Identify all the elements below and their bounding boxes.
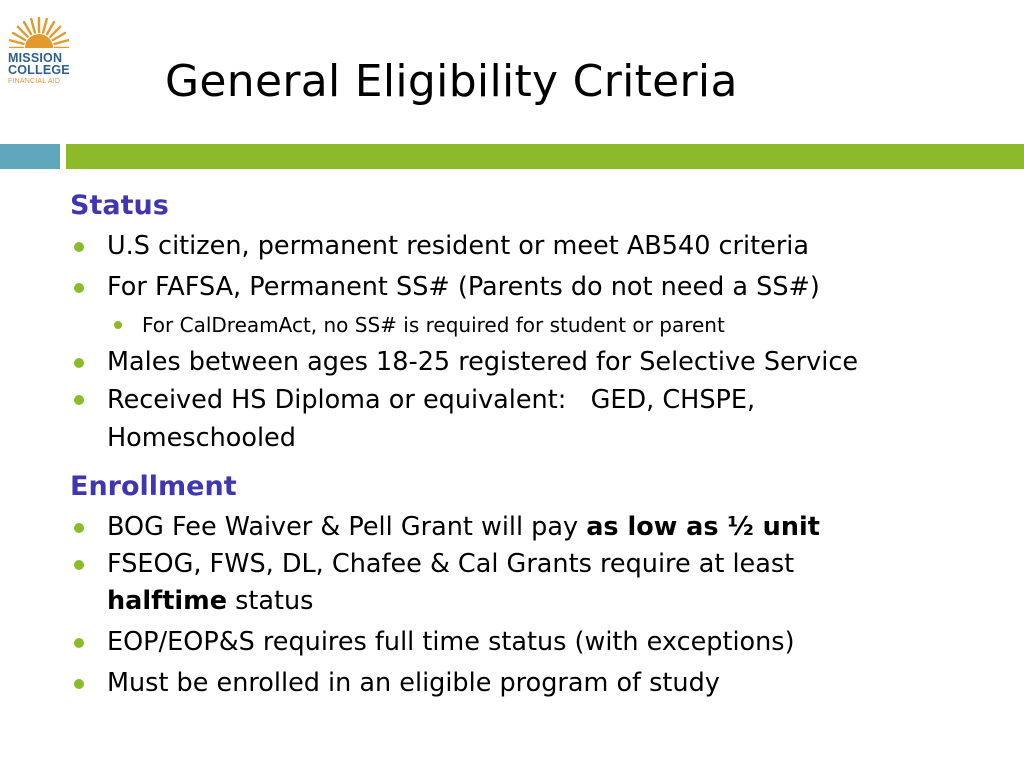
list-item-text: EOP/EOP&S requires full time status (with exceptions) [107,627,795,657]
slide-body [70,188,1010,702]
list-item-text: Must be enrolled in an eligible program of study [107,668,720,698]
list-item [70,546,907,620]
sun-ray [43,19,47,33]
sunburst-icon [9,14,69,48]
list-item-text: FSEOG, FWS, DL, Chafee & Cal Grants require at least [107,549,795,579]
list-item-text-tail: status [227,586,314,616]
page-title: General Eligibility Criteria [165,56,738,107]
list-item-text: BOG Fee Waiver & Pell Grant will pay [107,512,587,542]
sun-ray [47,22,54,34]
sun-ray [10,40,24,44]
sun-ray [50,27,60,37]
list-item [70,228,1010,265]
list-item-text: Received HS Diploma or equivalent: GED, CHSPE, Homeschooled [107,385,764,453]
list-item [70,344,1010,381]
list-item [70,381,867,457]
list-item [70,624,1010,661]
sun-ray [53,33,65,40]
sun-ray [24,22,31,34]
list-item-emphasis: halftime [107,586,227,616]
list-item-text: U.S citizen, permanent resident or meet AB540 criteria [107,231,810,261]
list-item [70,509,1010,546]
list-item-emphasis: as low as ½ unit [586,512,820,542]
logo-text-mission: MISSION [8,51,63,65]
logo-text-college: COLLEGE [8,63,70,77]
sun-ray [13,33,25,40]
sun-ray [54,40,68,44]
mission-college-logo [6,14,72,96]
list-item-text: Males between ages 18-25 registered for Selective Service [107,347,859,377]
header-divider-teal [0,144,60,169]
enrollment-list [70,509,1010,702]
sub-list-item [70,306,1010,344]
section-heading-enrollment: Enrollment [70,471,237,502]
status-list [70,228,1010,457]
section-heading-status: Status [70,190,169,221]
header-divider-green [66,144,1024,169]
list-item [70,665,1010,702]
sub-list-item-text: For CalDreamAct, no SS# is required for student or parent [142,313,725,337]
list-item [70,269,1010,306]
sun-ray [18,27,28,37]
logo-text-financial-aid: FINANCIAL AID [8,78,61,85]
list-item-text: For FAFSA, Permanent SS# (Parents do not need a SS#) [107,272,820,302]
sun-ray [31,19,35,33]
